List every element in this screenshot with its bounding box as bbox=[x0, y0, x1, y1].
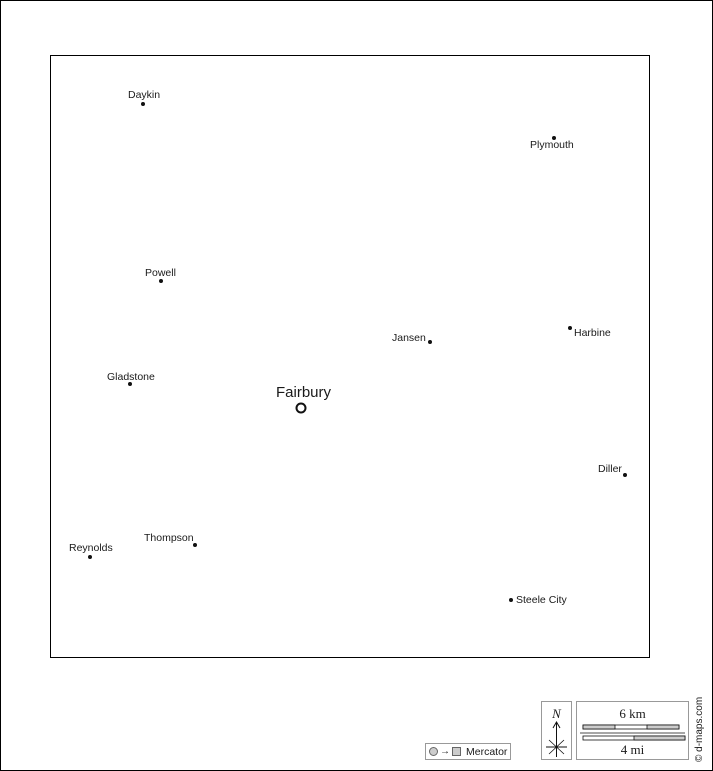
place-label-harbine: Harbine bbox=[574, 327, 611, 339]
place-marker-diller bbox=[623, 473, 627, 477]
scale-bar bbox=[576, 701, 689, 760]
place-marker-daykin bbox=[141, 102, 145, 106]
place-label-gladstone: Gladstone bbox=[107, 371, 155, 383]
scale-mi-label: 4 mi bbox=[620, 742, 645, 757]
arrow-right-icon: → bbox=[440, 745, 450, 757]
place-marker-reynolds bbox=[88, 555, 92, 559]
place-label-reynolds: Reynolds bbox=[69, 542, 113, 554]
compass bbox=[541, 701, 572, 760]
place-marker-jansen bbox=[428, 340, 432, 344]
globe-icon bbox=[429, 747, 438, 756]
north-arrow-icon bbox=[542, 720, 571, 760]
place-label-powell: Powell bbox=[145, 267, 176, 279]
place-label-thompson: Thompson bbox=[144, 532, 194, 544]
scale-km-label: 6 km bbox=[619, 706, 646, 721]
projection-legend bbox=[425, 743, 511, 760]
credit-text[interactable]: © d-maps.com bbox=[694, 696, 705, 762]
scale-bar-graphic bbox=[577, 722, 688, 742]
place-label-daykin: Daykin bbox=[128, 89, 161, 101]
north-label: N bbox=[552, 706, 561, 721]
place-label-plymouth: Plymouth bbox=[530, 139, 574, 151]
capital-marker bbox=[296, 403, 307, 414]
place-label-diller: Diller bbox=[598, 463, 622, 475]
place-label-jansen: Jansen bbox=[392, 332, 426, 344]
projection-label: Mercator bbox=[466, 745, 508, 758]
place-label-steele-city: Steele City bbox=[516, 594, 567, 606]
place-marker-steele-city bbox=[509, 598, 513, 602]
place-marker-harbine bbox=[568, 326, 572, 330]
place-marker-powell bbox=[159, 279, 163, 283]
capital-label: Fairbury bbox=[276, 384, 332, 401]
flat-map-icon bbox=[452, 747, 461, 756]
